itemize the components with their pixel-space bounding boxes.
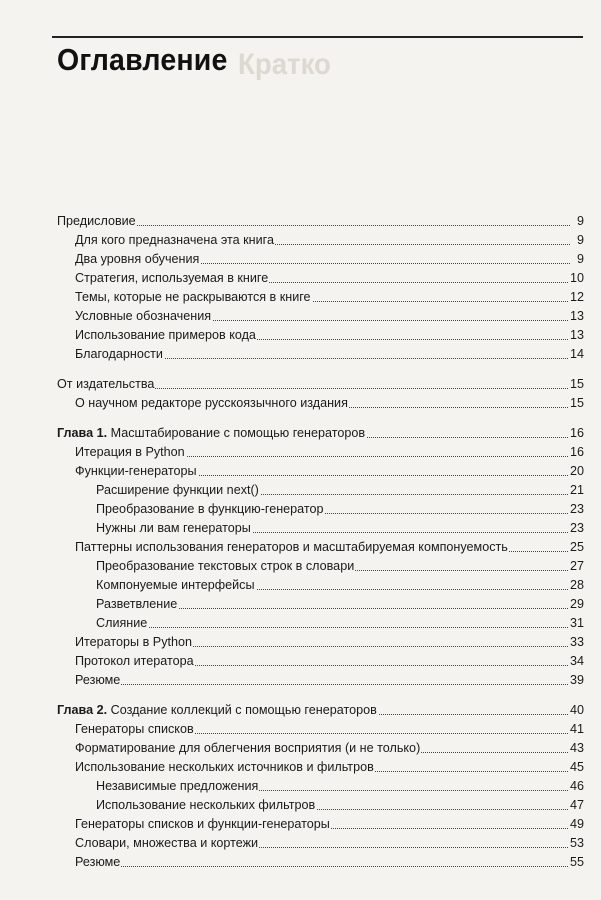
- toc-entry[interactable]: [57, 777, 584, 796]
- toc-entry[interactable]: [57, 576, 584, 595]
- toc-entry[interactable]: [57, 671, 584, 690]
- toc-entry[interactable]: [57, 853, 584, 872]
- toc-entry-label: [75, 758, 375, 777]
- toc-entry-label: [57, 375, 155, 394]
- page-number: 39: [569, 671, 584, 690]
- toc-entry-text: Итераторы в Python: [75, 635, 192, 649]
- toc-entry-text: Генераторы списков: [75, 722, 194, 736]
- toc-entry-text: Генераторы списков и функции-генераторы: [75, 817, 330, 831]
- toc-group: [57, 375, 584, 413]
- page-number: 46: [569, 777, 584, 796]
- toc-entry[interactable]: [57, 633, 584, 652]
- toc-entry[interactable]: [57, 758, 584, 777]
- toc-entry[interactable]: [57, 739, 584, 758]
- toc-entry-label: [75, 443, 186, 462]
- dot-leader: [75, 866, 570, 867]
- page-number: 13: [569, 326, 584, 345]
- dot-leader: [96, 627, 570, 628]
- page-number: 45: [569, 758, 584, 777]
- toc-entry-text: О научном редакторе русскоязычного издания: [75, 396, 348, 410]
- page-number: 12: [569, 288, 584, 307]
- top-rule: [52, 36, 583, 38]
- toc-entry[interactable]: [57, 796, 584, 815]
- toc-entry-label: [75, 538, 509, 557]
- toc-group: [57, 424, 584, 690]
- toc-entry-label: [96, 557, 355, 576]
- chapter-number: Глава 2.: [57, 703, 108, 717]
- page-number: 49: [569, 815, 584, 834]
- toc-entry-label: [75, 834, 259, 853]
- toc-entry-text: Словари, множества и кортежи: [75, 836, 259, 850]
- page-number: 15: [569, 375, 584, 394]
- toc-entry-text: Стратегия, используемая в книге: [75, 271, 269, 285]
- toc-chapter-entry[interactable]: [57, 701, 584, 720]
- toc-entry-text: Использование нескольких фильтров: [96, 798, 316, 812]
- toc-entry-text: Преобразование текстовых строк в словари: [96, 559, 355, 573]
- bleed-through-text: Кратко: [238, 48, 331, 81]
- toc-entry[interactable]: [57, 519, 584, 538]
- toc-entry[interactable]: [57, 212, 584, 231]
- toc-entry[interactable]: [57, 250, 584, 269]
- toc-entry[interactable]: [57, 500, 584, 519]
- toc-entry-text: Благодарности: [75, 347, 163, 361]
- table-of-contents: [57, 212, 584, 883]
- toc-entry-text: Масштабирование с помощью генераторов: [110, 426, 366, 440]
- toc-entry[interactable]: [57, 394, 584, 413]
- toc-group: [57, 212, 584, 364]
- page-number: 13: [569, 307, 584, 326]
- toc-entry[interactable]: [57, 326, 584, 345]
- toc-entry-text: Два уровня обучения: [75, 252, 200, 266]
- page-number: 41: [569, 720, 584, 739]
- toc-entry-text: Компонуемые интерфейсы: [96, 578, 255, 592]
- toc-entry[interactable]: [57, 720, 584, 739]
- toc-entry-label: [75, 671, 121, 690]
- toc-entry-text: Создание коллекций с помощью генераторов: [110, 703, 377, 717]
- toc-entry[interactable]: [57, 595, 584, 614]
- toc-entry-label: [75, 815, 331, 834]
- page-number: 25: [569, 538, 584, 557]
- toc-entry[interactable]: [57, 307, 584, 326]
- page-number: 23: [569, 519, 584, 538]
- toc-entry[interactable]: [57, 462, 584, 481]
- toc-entry-label: [96, 595, 178, 614]
- toc-entry-label: [75, 250, 200, 269]
- page-number: 55: [569, 853, 584, 872]
- toc-entry[interactable]: [57, 481, 584, 500]
- toc-chapter-entry[interactable]: [57, 424, 584, 443]
- toc-entry-text: Использование примеров кода: [75, 328, 256, 342]
- toc-entry[interactable]: [57, 345, 584, 364]
- toc-entry-text: Для кого предназначена эта книга: [75, 233, 274, 247]
- page-number: 34: [569, 652, 584, 671]
- toc-entry-label: [57, 424, 366, 443]
- toc-entry-text: Независимые предложения: [96, 779, 259, 793]
- toc-entry-label: [96, 777, 259, 796]
- toc-entry-label: [96, 481, 260, 500]
- toc-entry[interactable]: [57, 375, 584, 394]
- toc-entry-text: Паттерны использования генераторов и масштабируемая компонуемость: [75, 540, 508, 554]
- dot-leader: [75, 684, 570, 685]
- toc-entry[interactable]: [57, 815, 584, 834]
- toc-entry-text: Резюме: [75, 673, 121, 687]
- page-number: 21: [569, 481, 584, 500]
- toc-entry[interactable]: [57, 614, 584, 633]
- toc-entry-label: [96, 519, 252, 538]
- toc-entry[interactable]: [57, 538, 584, 557]
- toc-entry-label: [75, 269, 269, 288]
- toc-entry-label: [75, 231, 275, 250]
- page-number: 27: [569, 557, 584, 576]
- page-number: 40: [569, 701, 584, 720]
- page-number: 31: [569, 614, 584, 633]
- toc-entry-text: Итерация в Python: [75, 445, 185, 459]
- toc-entry-text: Условные обозначения: [75, 309, 212, 323]
- toc-entry-label: [75, 720, 195, 739]
- toc-entry-label: [75, 633, 193, 652]
- toc-entry-label: [75, 853, 121, 872]
- toc-entry-label: [96, 576, 256, 595]
- page-title: Оглавление: [57, 42, 228, 77]
- toc-entry[interactable]: [57, 269, 584, 288]
- page-number: 16: [569, 443, 584, 462]
- page-number: 23: [569, 500, 584, 519]
- page-number: 14: [569, 345, 584, 364]
- toc-entry-text: Функции-генераторы: [75, 464, 197, 478]
- page-number: 9: [576, 212, 584, 231]
- toc-entry-text: Нужны ли вам генераторы: [96, 521, 251, 535]
- toc-entry-label: [75, 462, 198, 481]
- page-number: 9: [576, 231, 584, 250]
- toc-entry[interactable]: [57, 557, 584, 576]
- toc-entry-label: [57, 701, 378, 720]
- toc-entry-text: Разветвление: [96, 597, 178, 611]
- toc-entry-label: [96, 796, 316, 815]
- page-number: 43: [569, 739, 584, 758]
- toc-entry-label: [75, 288, 312, 307]
- toc-entry-text: Предисловие: [57, 214, 136, 228]
- page-number: 33: [569, 633, 584, 652]
- toc-entry[interactable]: [57, 288, 584, 307]
- toc-entry-label: [75, 739, 421, 758]
- page-number: 29: [569, 595, 584, 614]
- toc-entry-text: Использование нескольких источников и фильтров: [75, 760, 374, 774]
- toc-entry-text: Темы, которые не раскрываются в книге: [75, 290, 311, 304]
- toc-entry-label: [75, 652, 195, 671]
- page-number: 53: [569, 834, 584, 853]
- page-number: 20: [569, 462, 584, 481]
- chapter-number: Глава 1.: [57, 426, 108, 440]
- page-number: 28: [569, 576, 584, 595]
- toc-entry-label: [75, 345, 164, 364]
- toc-entry[interactable]: [57, 231, 584, 250]
- toc-entry-text: От издательства: [57, 377, 155, 391]
- toc-entry-text: Преобразование в функцию-генератор: [96, 502, 324, 516]
- toc-entry[interactable]: [57, 652, 584, 671]
- toc-entry-label: [96, 500, 325, 519]
- toc-entry-text: Резюме: [75, 855, 121, 869]
- toc-entry-label: [75, 394, 349, 413]
- toc-entry-text: Расширение функции next(): [96, 483, 259, 497]
- toc-entry-label: [96, 614, 148, 633]
- toc-entry-label: [75, 307, 212, 326]
- toc-entry-label: [75, 326, 257, 345]
- page-number: 10: [569, 269, 584, 288]
- toc-entry[interactable]: [57, 443, 584, 462]
- toc-entry[interactable]: [57, 834, 584, 853]
- toc-entry-text: Форматирование для облегчения восприятия (и не только): [75, 741, 421, 755]
- toc-group: [57, 701, 584, 872]
- toc-entry-text: Слияние: [96, 616, 148, 630]
- page-number: 16: [569, 424, 584, 443]
- page-number: 15: [569, 394, 584, 413]
- page-number: 9: [576, 250, 584, 269]
- toc-entry-label: [57, 212, 137, 231]
- page-number: 47: [569, 796, 584, 815]
- toc-entry-text: Протокол итератора: [75, 654, 194, 668]
